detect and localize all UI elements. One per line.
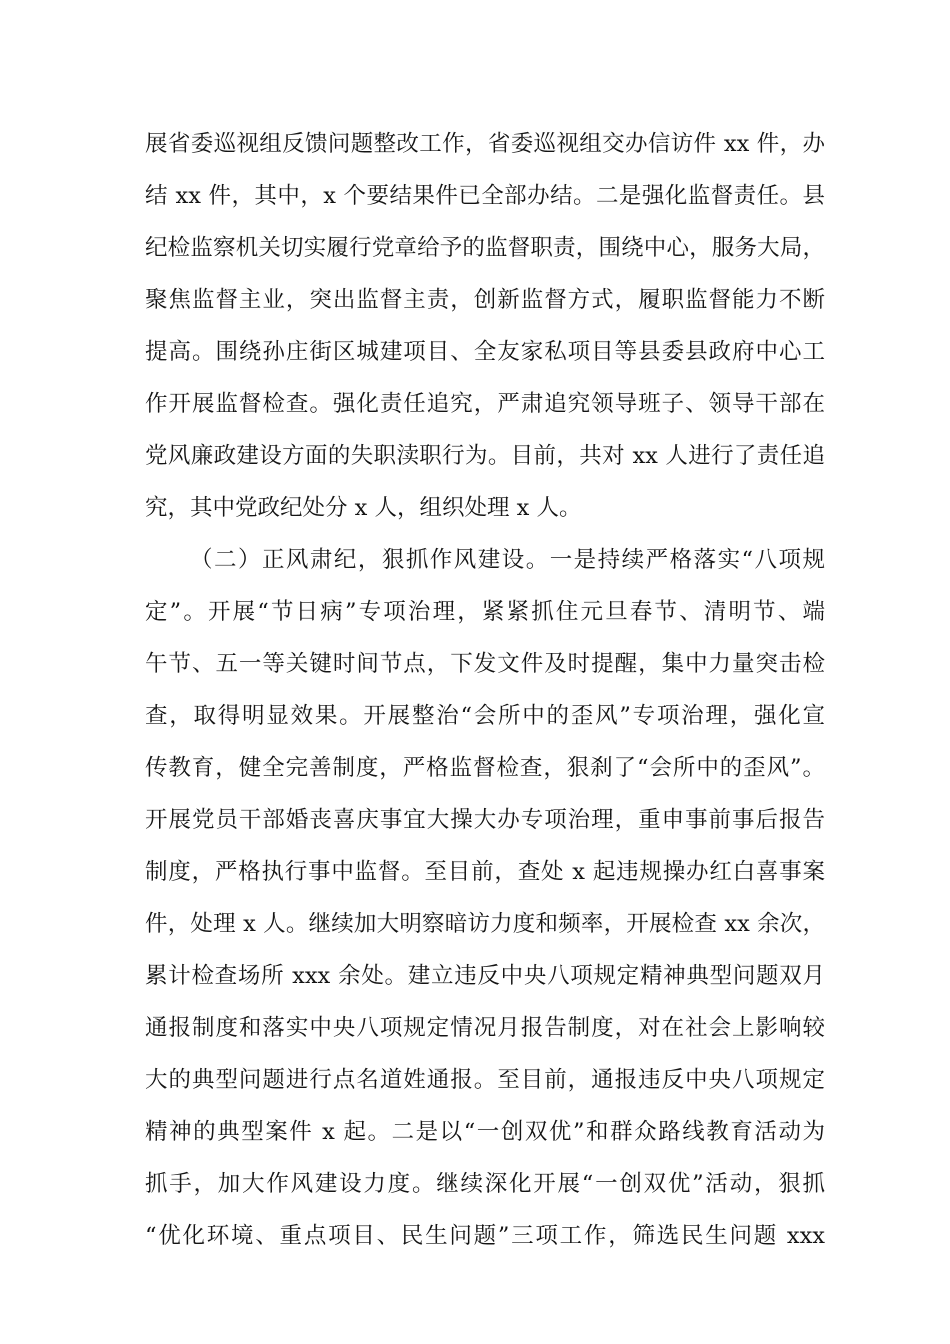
text-line: 纪检监察机关切实履行党章给予的监督职责，围绕中心，服务大局，	[145, 235, 825, 261]
text-line: 抓手，加大作风建设力度。继续深化开展“一创双优”活动，狠抓	[145, 1171, 825, 1197]
text-line: 提高。围绕孙庄街区城建项目、全友家私项目等县委县政府中心工	[145, 339, 825, 365]
text-line: 午节、五一等关键时间节点，下发文件及时提醒，集中力量突击检	[145, 651, 825, 677]
text-line: 查，取得明显效果。开展整治“会所中的歪风”专项治理，强化宣	[145, 703, 825, 729]
text-line: 累计检查场所 xxx 余处。建立违反中央八项规定精神典型问题双月	[145, 963, 825, 989]
text-line: 聚焦监督主业，突出监督主责，创新监督方式，履职监督能力不断	[145, 287, 825, 313]
text-line: 究，其中党政纪处分 x 人，组织处理 x 人。	[145, 495, 582, 521]
text-line: 制度，严格执行事中监督。至目前，查处 x 起违规操办红白喜事案	[145, 859, 825, 885]
text-line: 通报制度和落实中央八项规定情况月报告制度，对在社会上影响较	[145, 1015, 825, 1041]
text-line: 党风廉政建设方面的失职渎职行为。目前，共对 xx 人进行了责任追	[145, 443, 825, 469]
section-heading-line: （二）正风肃纪，狠抓作风建设。一是持续严格落实“八项规	[190, 547, 825, 573]
text-line: 传教育，健全完善制度，严格监督检查，狠刹了“会所中的歪风”。	[145, 755, 825, 781]
text-line: 作开展监督检查。强化责任追究，严肃追究领导班子、领导干部在	[145, 391, 825, 417]
text-line: 定”。开展“节日病”专项治理，紧紧抓住元旦春节、清明节、端	[145, 599, 825, 625]
text-line: 精神的典型案件 x 起。二是以“一创双优”和群众路线教育活动为	[145, 1119, 825, 1145]
text-line: 件，处理 x 人。继续加大明察暗访力度和频率，开展检查 xx 余次，	[145, 911, 825, 937]
text-line: 展省委巡视组反馈问题整改工作，省委巡视组交办信访件 xx 件，办	[145, 131, 825, 157]
text-line: 开展党员干部婚丧喜庆事宜大操大办专项治理，重申事前事后报告	[145, 807, 825, 833]
text-line: 大的典型问题进行点名道姓通报。至目前，通报违反中央八项规定	[145, 1067, 825, 1093]
text-line: “优化环境、重点项目、民生问题”三项工作，筛选民生问题 xxx	[145, 1223, 825, 1249]
text-line: 结 xx 件，其中，x 个要结果件已全部办结。二是强化监督责任。县	[145, 183, 825, 209]
